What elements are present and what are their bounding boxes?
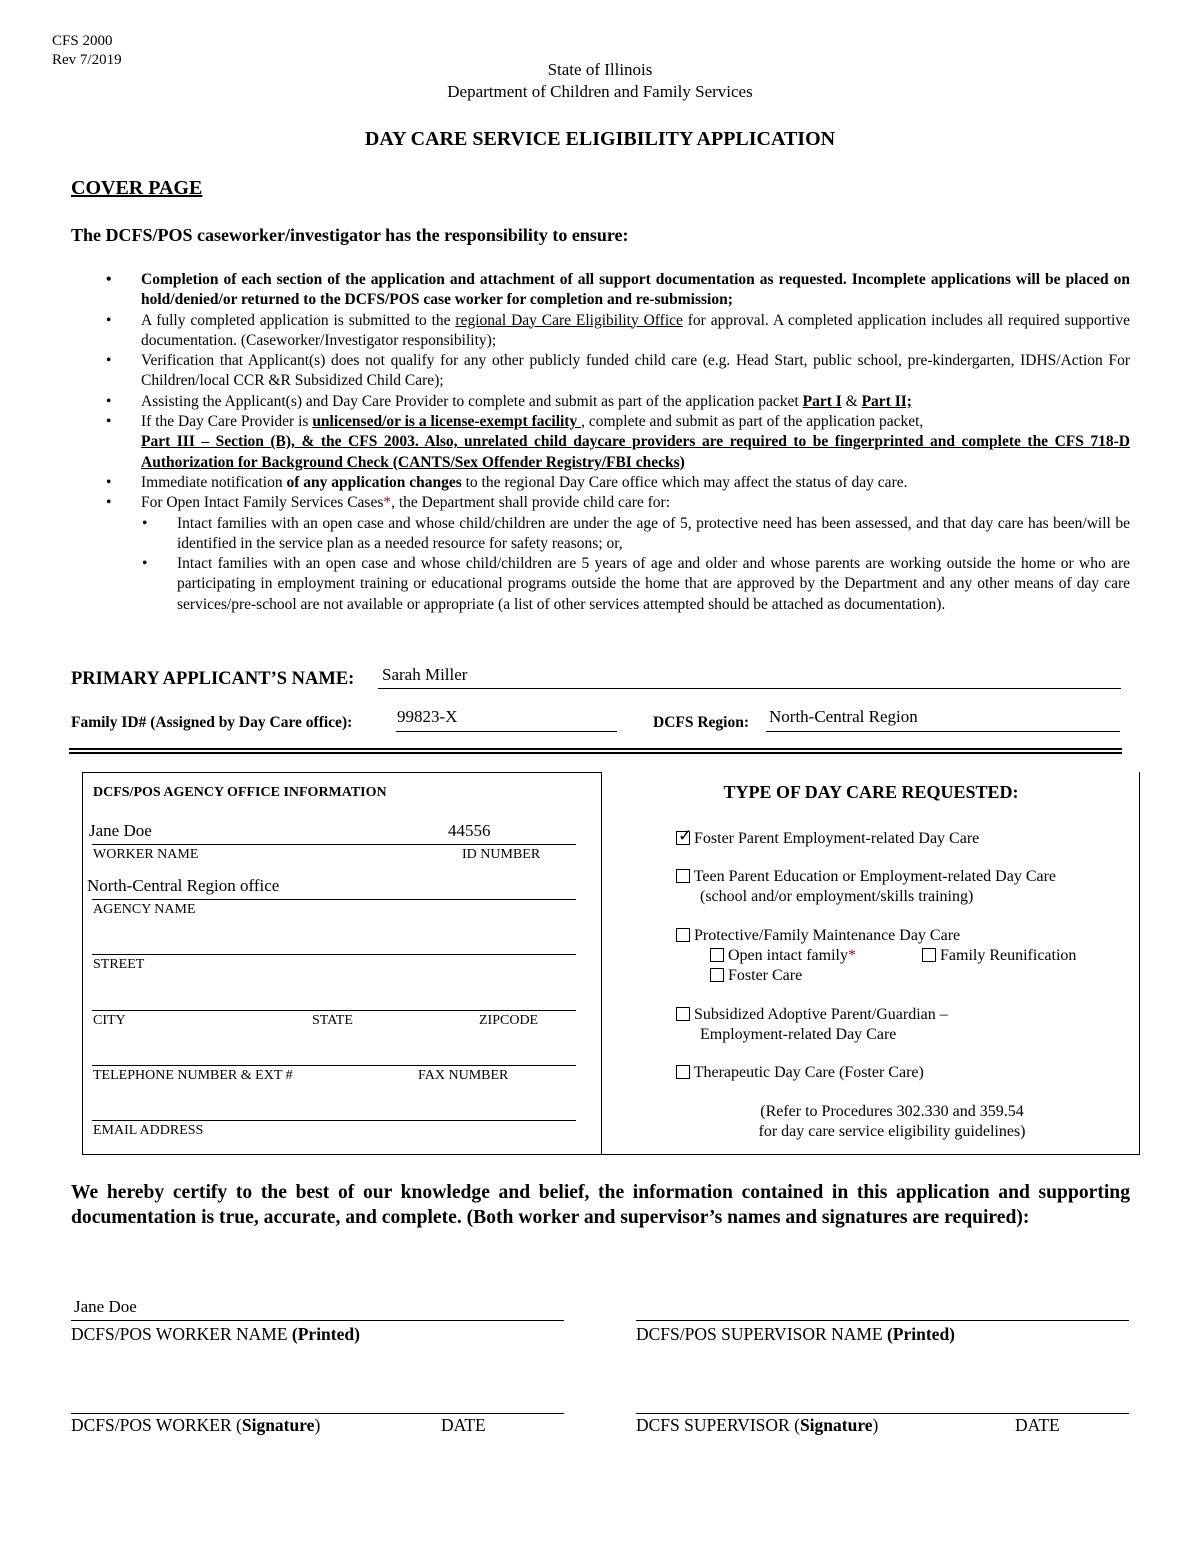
subsidized-adoptive-label: Subsidized Adoptive Parent/Guardian – xyxy=(694,1006,948,1023)
protective-label: Protective/Family Maintenance Day Care xyxy=(694,927,961,944)
daycare-type-heading: TYPE OF DAY CARE REQUESTED: xyxy=(723,782,1019,802)
therapeutic-label: Therapeutic Day Care (Foster Care) xyxy=(693,1064,924,1081)
teen-parent-sublabel: (school and/or employment/skills training) xyxy=(700,888,974,905)
double-rule-top xyxy=(69,748,1122,750)
list-item: • Assisting the Applicant(s) and Day Care Provider to complete and submit as part of the application packet Part I & Part II; xyxy=(104,392,1130,412)
therapeutic-checkbox[interactable] xyxy=(676,1065,690,1079)
worker-printed-name-value: Jane Doe xyxy=(74,1297,137,1316)
street-field[interactable] xyxy=(92,931,576,955)
applicant-name-value: Sarah Miller xyxy=(382,665,468,684)
form-code: CFS 2000 xyxy=(52,33,113,49)
option-protective[interactable] xyxy=(676,926,960,946)
foster-care-checkbox[interactable] xyxy=(710,968,724,982)
supervisor-printed-name-label: DCFS/POS SUPERVISOR NAME (Printed) xyxy=(636,1324,956,1344)
foster-parent-label: Foster Parent Employment-related Day Care xyxy=(694,830,980,847)
dcfs-region-field[interactable] xyxy=(766,708,1120,732)
worker-id-value: 44556 xyxy=(448,821,491,840)
box-bottom-border xyxy=(602,1154,1140,1155)
street-label: STREET xyxy=(93,957,145,972)
office-info-heading: DCFS/POS AGENCY OFFICE INFORMATION xyxy=(93,785,387,800)
foster-care-label: Foster Care xyxy=(728,967,803,984)
option-subsidized-adoptive[interactable] xyxy=(676,1005,948,1045)
open-intact-asterisk: * xyxy=(847,947,856,964)
worker-name-field[interactable] xyxy=(89,821,576,845)
fax-label: FAX NUMBER xyxy=(418,1068,509,1083)
family-reunification-label: Family Reunification xyxy=(940,947,1077,964)
zipcode-label: ZIPCODE xyxy=(479,1013,539,1028)
subsidized-adoptive-checkbox[interactable] xyxy=(676,1007,690,1021)
state-label: STATE xyxy=(312,1013,353,1028)
list-item: • If the Day Care Provider is unlicensed/or is a license-exempt facility , complete and submit as part of the application packet, Part III – Section (B), & the CFS 2003. Also, unrelated child daycare providers are required to be fingerprinted and complete the CFS 718-D Authorization for Background Check (CANTS/Sex Offender Registry/FBI checks) xyxy=(104,412,1130,473)
worker-signature-field[interactable] xyxy=(71,1390,564,1414)
agency-name-field[interactable] xyxy=(87,876,576,900)
double-rule-bottom xyxy=(69,752,1122,754)
city-label: CITY xyxy=(93,1013,126,1028)
checkmark-icon: ✓ xyxy=(678,826,693,846)
option-foster-parent[interactable] xyxy=(676,826,980,849)
supervisor-printed-name-field[interactable] xyxy=(636,1297,1129,1321)
email-label: EMAIL ADDRESS xyxy=(93,1123,204,1138)
supervisor-signature-field[interactable] xyxy=(636,1390,1129,1414)
list-item: • For Open Intact Family Services Cases*, the Department shall provide child care for: • Intact families with an open case and whose child/children are under the age of 5, protective need has been assessed, and that day care has been/will be identified in the service plan as a needed resource for safety reasons; or, • Intact families with an open case and whose child/children are 5 years of age and older and whose parents are working outside the home or who are participating in employment training or educational programs outside the home that are approved by the Department and any other means of day care services/pre-school are not available or appropriate (a list of other services attempted should be attached as documentation). xyxy=(104,493,1130,615)
agency-name-label: AGENCY NAME xyxy=(93,902,196,917)
supervisor-signature-label: DCFS SUPERVISOR (Signature) xyxy=(636,1415,879,1435)
option-foster-care[interactable] xyxy=(710,966,802,986)
telephone-label: TELEPHONE NUMBER & EXT # xyxy=(93,1068,293,1083)
foster-parent-checkbox[interactable] xyxy=(676,826,693,846)
office-and-daycare-box xyxy=(82,772,1140,1155)
family-id-value: 99823-X xyxy=(397,707,458,726)
option-therapeutic[interactable] xyxy=(676,1063,924,1083)
subsidized-adoptive-sublabel: Employment-related Day Care xyxy=(700,1026,897,1043)
applicant-name-field[interactable] xyxy=(378,666,1121,689)
form-revision: Rev 7/2019 xyxy=(52,52,122,68)
family-id-label: Family ID# (Assigned by Day Care office): xyxy=(71,714,353,731)
option-open-intact[interactable] xyxy=(710,946,856,966)
email-field[interactable] xyxy=(92,1097,576,1121)
cover-page-heading: COVER PAGE xyxy=(71,177,203,199)
responsibility-list xyxy=(104,270,1130,615)
list-item: • Verification that Applicant(s) does not qualify for any other publicly funded child care (e.g. Head Start, public school, pre-kindergarten, IDHS/Action For Children/local CCR &R Subsidized Child Care); xyxy=(104,351,1130,392)
protective-checkbox[interactable] xyxy=(676,928,690,942)
state-name: State of Illinois xyxy=(547,60,653,79)
responsibility-heading: The DCFS/POS caseworker/investigator has the responsibility to ensure: xyxy=(71,225,629,245)
certification-statement: We hereby certify to the best of our knowledge and belief, the information contained in this application and supporting documentation is true, accurate, and complete. (Both worker and supervisor’s names and signatures are required): xyxy=(71,1182,1130,1228)
family-id-field[interactable] xyxy=(396,708,617,732)
option-family-reunification[interactable] xyxy=(922,946,1076,966)
worker-printed-name-field[interactable] xyxy=(71,1297,564,1321)
phone-fax-field[interactable] xyxy=(92,1042,576,1066)
city-state-zip-field[interactable] xyxy=(92,987,576,1011)
page-title: DAY CARE SERVICE ELIGIBILITY APPLICATION xyxy=(364,128,836,150)
sub-list-item: • Intact families with an open case and whose child/children are under the age of 5, protective need has been assessed, and that day care has been/will be identified in the service plan as a needed resource for safety reasons; or, xyxy=(141,514,1130,555)
applicant-name-label: PRIMARY APPLICANT’S NAME: xyxy=(71,669,355,689)
family-reunification-checkbox[interactable] xyxy=(922,948,936,962)
teen-parent-label: Teen Parent Education or Employment-related Day Care xyxy=(693,868,1057,885)
worker-signature-label: DCFS/POS WORKER (Signature) xyxy=(71,1415,321,1435)
open-intact-checkbox[interactable] xyxy=(710,948,724,962)
agency-header xyxy=(0,59,1200,103)
list-item: • Completion of each section of the application and attachment of all support documentation as requested. Incomplete applications will be placed on hold/denied/or returned to the DCFS/POS case worker for completion and re-submission; xyxy=(104,270,1130,311)
procedures-reference-line2: for day care service eligibility guidelines) xyxy=(758,1123,1026,1140)
worker-printed-name-label: DCFS/POS WORKER NAME (Printed) xyxy=(71,1324,360,1344)
regional-office-link: regional Day Care Eligibility Office xyxy=(455,311,683,329)
worker-date-label: DATE xyxy=(441,1415,486,1435)
box-right-border xyxy=(1139,772,1140,1155)
procedures-reference xyxy=(602,1102,1182,1142)
office-info-panel xyxy=(82,772,602,1155)
sub-list-item: • Intact families with an open case and whose child/children are 5 years of age and older and whose parents are working outside the home or who are participating in employment training or educational programs outside the home that are approved by the Department and any other means of day care services/pre-school are not available or appropriate (a list of other services attempted should be attached as documentation). xyxy=(141,554,1130,615)
open-intact-label: Open intact family xyxy=(728,947,848,964)
worker-name-value: Jane Doe xyxy=(89,821,152,840)
worker-name-label: WORKER NAME xyxy=(93,847,199,862)
teen-parent-checkbox[interactable] xyxy=(676,869,690,883)
dcfs-region-value: North-Central Region xyxy=(769,707,918,726)
agency-name-value: North-Central Region office xyxy=(87,876,280,895)
option-teen-parent[interactable] xyxy=(676,867,1056,907)
id-number-label: ID NUMBER xyxy=(462,847,541,862)
department-name: Department of Children and Family Services xyxy=(447,82,753,101)
dcfs-region-label: DCFS Region: xyxy=(653,714,750,731)
procedures-reference-line1: (Refer to Procedures 302.330 and 359.54 xyxy=(760,1103,1024,1120)
supervisor-date-label: DATE xyxy=(1015,1415,1060,1435)
list-item: • Immediate notification of any application changes to the regional Day Care office which may affect the status of day care. xyxy=(104,473,1130,493)
list-item: • A fully completed application is submitted to the regional Day Care Eligibility Office for approval. A completed application includes all required supportive documentation. (Caseworker/Investigator responsibility); xyxy=(104,311,1130,352)
